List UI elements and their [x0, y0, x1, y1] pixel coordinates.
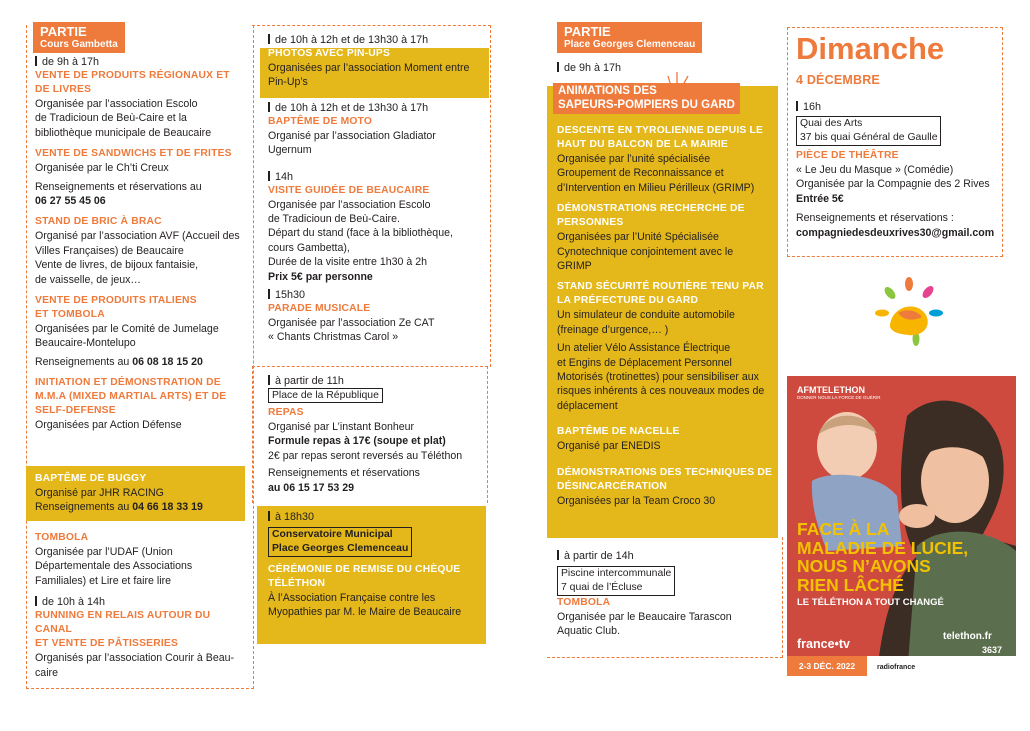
- event-text: Organisée par l’unité spécialisée: [557, 153, 711, 165]
- venue-line: Quai des Arts: [800, 118, 863, 129]
- poster-brand: [797, 385, 881, 401]
- telethon-sun-logo: [868, 275, 948, 355]
- venue-line: 37 bis quai Général de Gaulle: [800, 132, 938, 143]
- event-text: Organisées par Action Défense: [35, 419, 182, 432]
- radiofrance-logo: radiofrance: [877, 664, 916, 671]
- time-label: à partir de 11h: [268, 374, 483, 388]
- event-title: BAPTÊME DE NACELLE: [557, 426, 680, 438]
- venue-box: [268, 527, 412, 557]
- event-title: REPAS: [268, 407, 304, 418]
- event-text: « Le Jeu du Masque » (Comédie): [796, 164, 954, 176]
- venue-box: Place de la République: [268, 388, 383, 403]
- event-text: Myopathies par M. le Maire de Beaucaire: [268, 606, 462, 619]
- event-text: Groupement de Reconnaissance et: [557, 167, 724, 180]
- email-address: compagniedesdeuxrives30@gmail.com: [796, 226, 995, 239]
- event-text: Cynotechnique conjointement avec le: [557, 245, 734, 258]
- event-text: Ugernum: [268, 144, 312, 157]
- event-title: CÉRÉMONIE DE REMISE DU CHÈQUE: [268, 564, 461, 575]
- headline-line: MALADIE DE LUCIE,: [797, 537, 969, 558]
- event-title: ET VENTE DE PÂTISSERIES: [35, 638, 179, 650]
- event-text: Pin-Up’s: [268, 76, 308, 89]
- event-text: Un atelier Vélo Assistance Électrique: [557, 342, 731, 355]
- event-text: [35, 500, 245, 514]
- event-text: et Engins de Déplacement Personnel: [557, 356, 732, 369]
- venue-line: Conservatoire Municipal: [272, 529, 393, 540]
- event-text: Organisée par l’association Escolo: [35, 98, 198, 110]
- event-text: Villes Françaises) de Beaucaire: [35, 244, 184, 257]
- event-text: Organisée par l’association Escolo: [268, 198, 431, 211]
- event-title: VENTE DE PRODUITS ITALIENS: [35, 295, 197, 307]
- event-text: Départementale des Associations: [35, 560, 193, 573]
- event-text: d’Intervention en Milieu Périlleux (GRIMP): [557, 181, 755, 194]
- firefighters-header: [553, 83, 740, 114]
- phone-number: 04 66 18 33 19: [132, 501, 203, 514]
- event-text: Un simulateur de conduite automobile: [557, 309, 735, 322]
- event-title: SELF-DEFENSE: [35, 405, 116, 417]
- event-text: Départ du stand (face à la bibliothèque,: [268, 227, 453, 240]
- event-text: Aquatic Club.: [557, 625, 621, 638]
- event-title: M.M.A (MIXED MARTIAL ARTS) ET DE: [35, 391, 227, 403]
- event-title: TOMBOLA: [35, 532, 89, 543]
- venue-line: Piscine intercommunale: [561, 568, 672, 579]
- event-title: DÉSINCARCÉRATION: [557, 480, 667, 492]
- sunday-date: 4 DÉCEMBRE: [796, 73, 880, 87]
- telethon-poster: [787, 376, 1016, 676]
- event-text: Renseignements et réservations: [268, 467, 420, 480]
- time-label: de 10h à 12h et de 13h30 à 17h: [268, 101, 488, 115]
- event-text: GRIMP: [557, 260, 592, 273]
- time-label: de 10h à 14h: [35, 595, 250, 609]
- event-text: risques inhérents à ces nouveaux modes de: [557, 385, 765, 398]
- time-label: à partir de 14h: [557, 549, 772, 563]
- poster-subline: LE TÉLÉTHON A TOUT CHANGÉ: [797, 597, 944, 608]
- event-title: VISITE GUIDÉE DE BEAUCAIRE: [268, 184, 430, 196]
- event-text: Organisée par le Ch’ti Creux: [35, 162, 169, 175]
- event-text: Beaucaire-Montelupo: [35, 337, 136, 350]
- event-text: Organisées par l’association Moment entre: [268, 62, 470, 74]
- event-text: Motorisés (trotinettes) pour sensibiliser aux: [557, 371, 759, 384]
- buggy-event: [35, 472, 245, 515]
- event-title: ET TOMBOLA: [35, 309, 105, 321]
- event-title: HAUT DU BALCON DE LA MAIRIE: [557, 139, 728, 150]
- event-text: bibliothèque municipale de Beaucaire: [35, 126, 212, 139]
- info-label: Renseignements au: [35, 501, 130, 514]
- venue-line: Place Georges Clemenceau: [272, 543, 409, 554]
- event-text: Durée de la visite entre 1h30 à 2h: [268, 256, 428, 269]
- section-tag-subtitle: Place Georges Clemenceau: [557, 39, 702, 53]
- column-1-bottom: [35, 531, 250, 680]
- event-text: Organisé par L’instant Bonheur: [268, 421, 415, 433]
- france-tv-logo: france•tv: [797, 637, 851, 651]
- poster-phone: 3637: [982, 645, 1003, 655]
- event-title: VENTE DE PRODUITS RÉGIONAUX ET: [35, 70, 230, 81]
- time-label: 15h30: [268, 288, 488, 302]
- phone-number: 06 27 55 45 06: [35, 195, 106, 208]
- phone-number: au 06 15 17 53 29: [268, 481, 354, 494]
- column-1-content: [35, 55, 250, 433]
- event-text: caire: [35, 666, 58, 679]
- headline-line: FACE À LA: [797, 519, 890, 539]
- event-text: [35, 355, 250, 369]
- event-text: Familiales) et Lire et faire lire: [35, 574, 171, 587]
- event-text: Organisées par le Comité de Jumelage: [35, 323, 219, 336]
- venue-box: [557, 566, 675, 596]
- event-title: TÉLÉTHON: [268, 578, 326, 589]
- header-line: SAPEURS-POMPIERS DU GARD: [558, 98, 735, 111]
- event-text: Vente de livres, de bijoux fantaisie,: [35, 259, 199, 272]
- event-text: Organisée par la Compagnie des 2 Rives: [796, 178, 990, 191]
- event-text: Organisé par JHR RACING: [35, 487, 164, 499]
- event-text: de Tradicioun de Beù-Caire et la: [35, 112, 187, 125]
- time-label: 14h: [268, 170, 488, 184]
- sunday-heading: Dimanche: [796, 31, 945, 66]
- info-label: Renseignements au: [35, 355, 130, 368]
- headline-line: NOUS N’AVONS: [797, 556, 931, 576]
- event-text: Organisées par la Team Croco 30: [557, 494, 716, 507]
- event-title: LA PRÉFECTURE DU GARD: [557, 295, 699, 307]
- poster-dates: 2-3 DÉC. 2022: [787, 656, 867, 676]
- event-title: PERSONNES: [557, 217, 624, 229]
- event-text: Organisée par le Beaucaire Tarascon: [557, 611, 732, 623]
- poster-site: telethon.fr: [943, 631, 992, 642]
- column-3-content: [557, 124, 775, 508]
- event-title: TOMBOLA: [557, 597, 611, 608]
- column-2-mid: [268, 374, 483, 495]
- event-title: STAND DE BRIC À BRAC: [35, 216, 162, 228]
- event-title: VENTE DE SANDWICHS ET DE FRITES: [35, 148, 232, 160]
- event-text: Renseignements et réservations :: [796, 212, 954, 225]
- section-tag-cours-gambetta: [33, 22, 125, 53]
- venue-box: [796, 116, 941, 146]
- event-title: PHOTOS AVEC PIN-UPS: [268, 48, 391, 59]
- event-text: Organisés par l’association Courir à Beau-: [35, 652, 235, 665]
- phone-number: 06 08 18 15 20: [132, 355, 203, 368]
- event-title: INITIATION ET DÉMONSTRATION DE: [35, 377, 221, 389]
- event-title: RUNNING EN RELAIS AUTOUR DU CANAL: [35, 610, 211, 636]
- event-title: PIÈCE DE THÉÂTRE: [796, 150, 899, 161]
- event-title: STAND SÉCURITÉ ROUTIÈRE TENU PAR: [557, 281, 764, 293]
- event-text: (freinage d’urgence,… ): [557, 323, 669, 336]
- event-title: PARADE MUSICALE: [268, 303, 371, 315]
- event-text: déplacement: [557, 399, 618, 412]
- event-text: Organisé par ENEDIS: [557, 440, 661, 453]
- venue-line: 7 quai de l’Écluse: [561, 582, 643, 593]
- column-2-ceremony: [268, 510, 483, 620]
- event-text: « Chants Christmas Carol »: [268, 331, 399, 344]
- event-text: Organisées par l’Unité Spécialisée: [557, 231, 719, 244]
- event-text: de vaisselle, de jeux…: [35, 273, 141, 286]
- header-line: ANIMATIONS DES: [558, 85, 657, 97]
- event-text: Organisée par l’association Ze CAT: [268, 317, 435, 330]
- column-2-top: [268, 33, 488, 345]
- headline-line: RIEN LÂCHÉ: [797, 574, 904, 595]
- time-label: de 10h à 12h et de 13h30 à 17h: [268, 33, 488, 47]
- event-text: cours Gambetta),: [268, 241, 350, 254]
- formula-text: Formule repas à 17€ (soupe et plat): [268, 435, 446, 448]
- event-text: À l’Association Française contre les: [268, 592, 436, 604]
- price: Entrée 5€: [796, 192, 844, 205]
- brand-name: AFMTELETHON: [797, 385, 865, 395]
- section-tag-place-clemenceau: [557, 22, 702, 53]
- event-text: Organisée par l’UDAF (Union: [35, 546, 173, 558]
- event-title: DÉMONSTRATIONS RECHERCHE DE: [557, 203, 745, 215]
- section-tag-title: PARTIE: [40, 24, 87, 39]
- time-label: 16h: [796, 100, 1000, 114]
- time-label: de 9h à 17h: [557, 61, 621, 75]
- brand-tagline: DONNER NOUS LA FORCE DE GUÉRIR: [797, 395, 881, 400]
- event-text: Renseignements et réservations au: [35, 180, 202, 193]
- event-title: BAPTÊME DE MOTO: [268, 115, 373, 127]
- section-tag-title: PARTIE: [564, 24, 611, 39]
- time-label: de 9h à 17h: [35, 55, 250, 69]
- sparkle-icon: [667, 70, 689, 88]
- event-title: DÉMONSTRATIONS DES TECHNIQUES DE: [557, 466, 773, 478]
- event-title: BAPTÊME DE BUGGY: [35, 473, 147, 484]
- event-title: DE LIVRES: [35, 84, 92, 95]
- event-text: 2€ par repas seront reversés au Téléthon: [268, 449, 463, 462]
- section-tag-subtitle: Cours Gambetta: [33, 39, 125, 53]
- poster-headline: [797, 520, 968, 594]
- time-label: à 18h30: [268, 510, 483, 524]
- event-text: de Tradicioun de Beù-Caire.: [268, 213, 400, 226]
- event-text: Organisé par l’association AVF (Accueil des: [35, 230, 240, 243]
- price: Prix 5€ par personne: [268, 270, 373, 283]
- column-3-bottom: [557, 549, 772, 639]
- sunday-content: [796, 100, 1000, 240]
- event-text: Organisé par l’association Gladiator: [268, 129, 436, 142]
- event-title: DESCENTE EN TYROLIENNE DEPUIS LE: [557, 125, 764, 136]
